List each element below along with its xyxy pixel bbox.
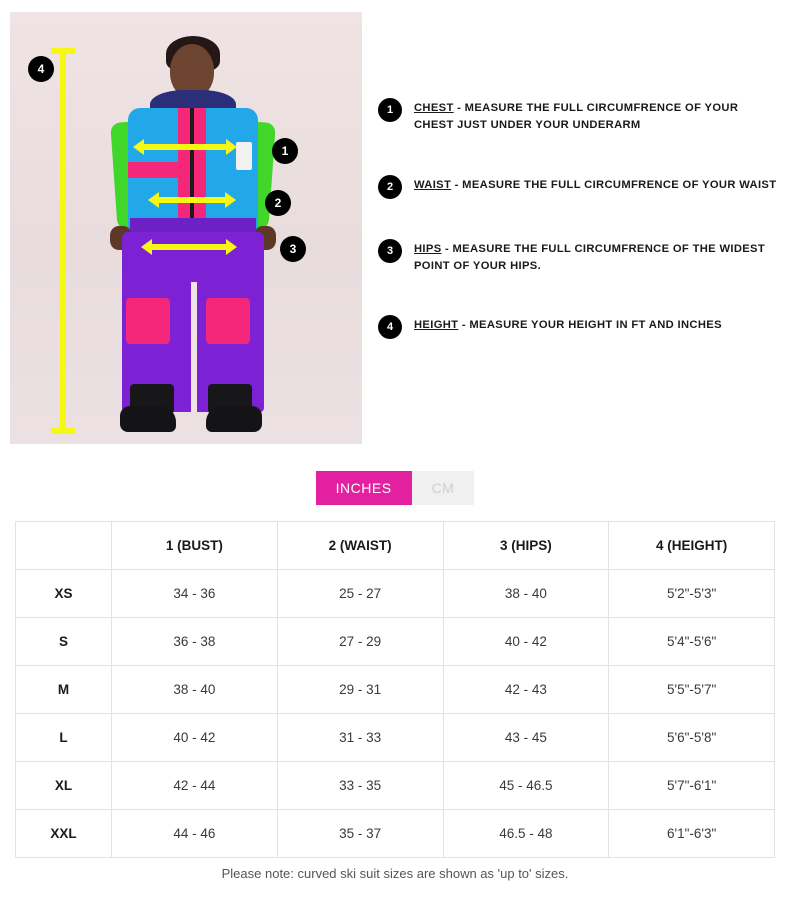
row-size-m: M [16,666,112,714]
legend-term-hips: HIPS [414,242,442,255]
legend-term-waist: WAIST [414,178,452,191]
cell-hips-xl: 45 - 46.5 [443,762,609,810]
cell-bust-l: 40 - 42 [112,714,278,762]
table-row [16,762,775,810]
row-size-xl: XL [16,762,112,810]
cell-hips-m: 42 - 43 [443,666,609,714]
legend-text-waist [414,177,776,194]
cell-bust-xl: 42 - 44 [112,762,278,810]
measurement-legend [378,100,778,381]
cell-bust-m: 38 - 40 [112,666,278,714]
size-chart-table [15,521,775,858]
cell-waist-l: 31 - 33 [277,714,443,762]
legend-badge-4: 4 [378,315,402,339]
model-pants-right-pocket [206,298,250,344]
legend-item-height [378,317,778,339]
marker-badge-height: 4 [28,56,54,82]
cell-bust-s: 36 - 38 [112,618,278,666]
table-row [16,714,775,762]
legend-badge-2: 2 [378,175,402,199]
height-measure-bottom-cap [51,428,75,434]
legend-term-height: HEIGHT [414,319,459,332]
row-size-xxl: XXL [16,810,112,858]
footer-note: Please note: curved ski suit sizes are shown as 'up to' sizes. [221,866,569,881]
legend-desc-hips: - MEASURE THE FULL CIRCUMFRENCE OF THE WIDEST POINT OF YOUR HIPS. [414,242,766,273]
model-pants-left-pocket [126,298,170,344]
table-header-row [16,522,775,570]
cell-height-xs: 5'2"-5'3" [609,570,775,618]
legend-term-chest: CHEST [414,102,454,114]
cell-waist-s: 27 - 29 [277,618,443,666]
size-table-head [16,522,775,570]
marker-badge-chest: 1 [272,138,298,164]
cell-hips-xxl: 46.5 - 48 [443,810,609,858]
legend-text-hips [414,241,778,276]
size-table-body [16,570,775,858]
table-row [16,666,775,714]
table-row [16,618,775,666]
legend-text-chest [414,100,778,135]
height-measure-top-cap [51,48,75,54]
cell-height-l: 5'6"-5'8" [609,714,775,762]
marker-badge-waist: 2 [265,190,291,216]
cell-waist-xl: 33 - 35 [277,762,443,810]
model-jacket-white-patch [236,142,252,170]
cell-waist-m: 29 - 31 [277,666,443,714]
waist-measure-arrow [158,197,226,203]
row-size-l: L [16,714,112,762]
unit-inches-button[interactable]: INCHES [316,471,412,505]
model-jacket-zip [190,108,194,228]
table-header-bust: 1 (BUST) [112,522,278,570]
cell-height-s: 5'4"-5'6" [609,618,775,666]
legend-item-waist [378,177,778,199]
table-row [16,810,775,858]
chest-measure-arrow [143,144,227,150]
unit-toggle[interactable] [0,471,790,505]
unit-cm-button[interactable]: CM [412,471,475,505]
legend-badge-3: 3 [378,239,402,263]
model-right-boot [206,406,262,432]
table-header-height: 4 (HEIGHT) [609,522,775,570]
legend-desc-chest: - MEASURE THE FULL CIRCUMFRENCE OF YOUR CHEST JUST UNDER YOUR UNDERARM [414,102,739,132]
cell-hips-l: 43 - 45 [443,714,609,762]
model-left-boot [120,406,176,432]
hips-measure-arrow [151,244,227,250]
marker-badge-hips: 3 [280,236,306,262]
cell-height-xl: 5'7"-6'1" [609,762,775,810]
cell-waist-xs: 25 - 27 [277,570,443,618]
legend-text-height [414,317,722,334]
row-size-s: S [16,618,112,666]
table-header-hips: 3 (HIPS) [443,522,609,570]
legend-desc-height: - MEASURE YOUR HEIGHT IN FT AND INCHES [458,319,722,332]
legend-item-hips [378,241,778,276]
size-table-container [15,521,775,858]
cell-bust-xxl: 44 - 46 [112,810,278,858]
model-leg-gap [191,282,197,412]
legend-badge-1: 1 [378,98,402,122]
table-header-size [16,522,112,570]
height-measure-line [60,48,66,434]
table-row [16,570,775,618]
cell-hips-s: 40 - 42 [443,618,609,666]
table-header-waist: 2 (WAIST) [277,522,443,570]
cell-bust-xs: 34 - 36 [112,570,278,618]
legend-item-chest [378,100,778,135]
model-jacket-pink-band [128,162,178,178]
row-size-xs: XS [16,570,112,618]
legend-desc-waist: - MEASURE THE FULL CIRCUMFRENCE OF YOUR WAIST [451,178,777,191]
cell-height-m: 5'5"-5'7" [609,666,775,714]
model-photo [10,12,362,444]
cell-hips-xs: 38 - 40 [443,570,609,618]
cell-waist-xxl: 35 - 37 [277,810,443,858]
cell-height-xxl: 6'1"-6'3" [609,810,775,858]
